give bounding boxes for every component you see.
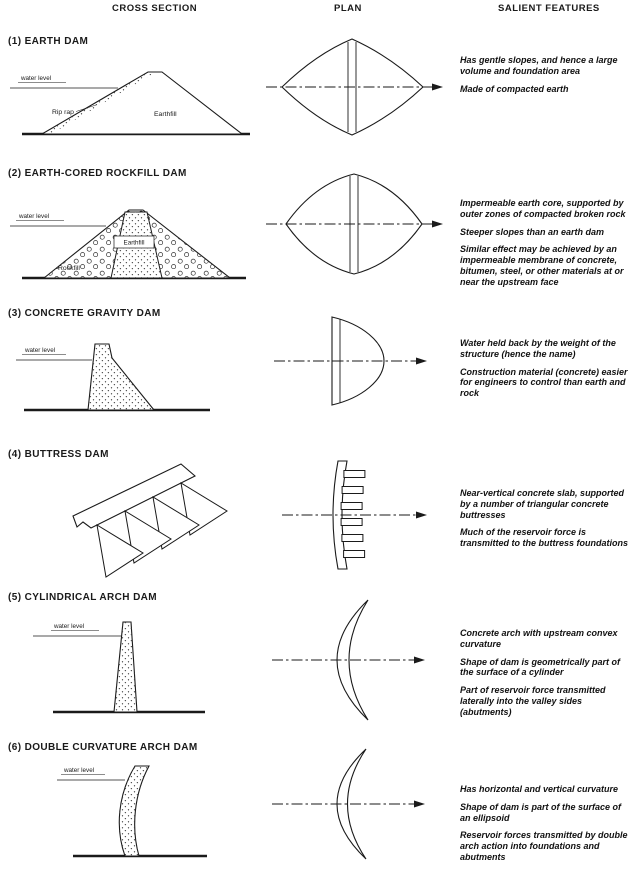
water-level-label: water level (21, 75, 52, 82)
column-header-salient-features: SALIENT FEATURES (498, 3, 600, 14)
flow-arrow-icon (432, 84, 443, 91)
features-concrete-gravity (460, 338, 634, 406)
row-title-concrete-gravity-dam: (3) CONCRETE GRAVITY DAM (8, 308, 161, 319)
plan-buttress-tooth (342, 535, 363, 542)
plan-buttress-tooth (344, 471, 365, 478)
features-double-curvature (460, 784, 634, 870)
features-cylindrical-arch (460, 628, 634, 725)
plan-buttress-tooth (342, 487, 363, 494)
row-title-double-curvature-arch-dam: (6) DOUBLE CURVATURE ARCH DAM (8, 742, 198, 753)
plan-buttress-tooth (344, 551, 365, 558)
earthfill-label: Earthfill (123, 239, 145, 247)
row-title-earth-dam: (1) EARTH DAM (8, 36, 89, 47)
feature-item: Much of the reservoir force is transmitted to the buttress foundations (460, 527, 629, 549)
earth-dam-cross-section (8, 52, 258, 144)
feature-item: Has gentle slopes, and hence a large volume and foundation area (460, 55, 618, 76)
feature-item: Steeper slopes than an earth dam (460, 226, 605, 237)
cylindrical-arch-plan (266, 590, 431, 730)
double-curvature-cross-section (55, 754, 240, 868)
concrete-gravity-cross-section (14, 320, 224, 422)
row-title-earth-cored-rockfill-dam: (2) EARTH-CORED ROCKFILL DAM (8, 168, 187, 179)
feature-item: Part of reservoir force transmitted laterally into the valley sides (abutments) (460, 685, 606, 717)
flow-arrow-icon (414, 657, 425, 664)
concrete-gravity-plan (268, 304, 433, 418)
column-header-plan: PLAN (334, 3, 362, 14)
features-earth-dam (460, 55, 634, 101)
feature-item: Has horizontal and vertical curvature (460, 784, 619, 794)
rockfill-label: Rockfill (58, 265, 80, 272)
earth-dam-body (42, 72, 242, 134)
feature-item: Reservoir forces transmitted by double arch action into foundations and abutments (460, 830, 628, 862)
water-level-label: water level (64, 767, 95, 774)
row-title-cylindrical-arch-dam: (5) CYLINDRICAL ARCH DAM (8, 592, 158, 603)
features-earth-cored-rockfill (460, 198, 634, 295)
feature-item: Shape of dam is geometrically part of the surface of a cylinder (460, 656, 621, 678)
flow-arrow-icon (416, 512, 427, 519)
concrete-stipple (88, 344, 154, 410)
cylindrical-arch-cross-section (25, 606, 230, 726)
concrete-stipple (119, 766, 149, 856)
features-buttress (460, 488, 634, 556)
earth-cored-rockfill-plan (262, 160, 447, 288)
flow-arrow-icon (416, 358, 427, 365)
water-level-label: water level (19, 213, 50, 220)
feature-item: Water held back by the weight of the structure (hence the name) (460, 338, 616, 359)
feature-item: Similar effect may be achieved by an impermeable membrane of concrete, bitumen, steel, or other materials at or near the upstream face (460, 244, 624, 287)
flow-arrow-icon (432, 221, 443, 228)
concrete-stipple (114, 622, 137, 712)
column-header-cross-section: CROSS SECTION (112, 3, 198, 14)
row-title-buttress-dam: (4) BUTTRESS DAM (8, 449, 109, 460)
earth-dam-plan (262, 28, 447, 146)
feature-item: Near-vertical concrete slab, supported by a number of triangular concrete buttresses (460, 488, 625, 520)
feature-item: Impermeable earth core, supported by outer zones of compacted broken rock (460, 198, 626, 219)
rip-rap-label: Rip rap (52, 109, 74, 116)
plan-buttress-tooth (341, 503, 362, 510)
buttress-dam-plan (278, 448, 433, 582)
earthfill-label: Earthfill (154, 111, 177, 118)
feature-item: Shape of dam is part of the surface of an ellipsoid (460, 801, 622, 823)
plan-buttress-tooth (341, 519, 362, 526)
buttress-dam-cross-section (55, 450, 270, 588)
water-level-label: water level (25, 347, 56, 354)
feature-item: Made of compacted earth (460, 83, 569, 94)
double-curvature-plan (266, 740, 431, 870)
flow-arrow-icon (414, 801, 425, 808)
feature-item: Concrete arch with upstream convex curvature (460, 628, 618, 649)
water-level-label: water level (54, 623, 85, 630)
earth-cored-rockfill-cross-section (8, 186, 258, 288)
feature-item: Construction material (concrete) easier for engineers to control than earth and rock (460, 366, 628, 399)
